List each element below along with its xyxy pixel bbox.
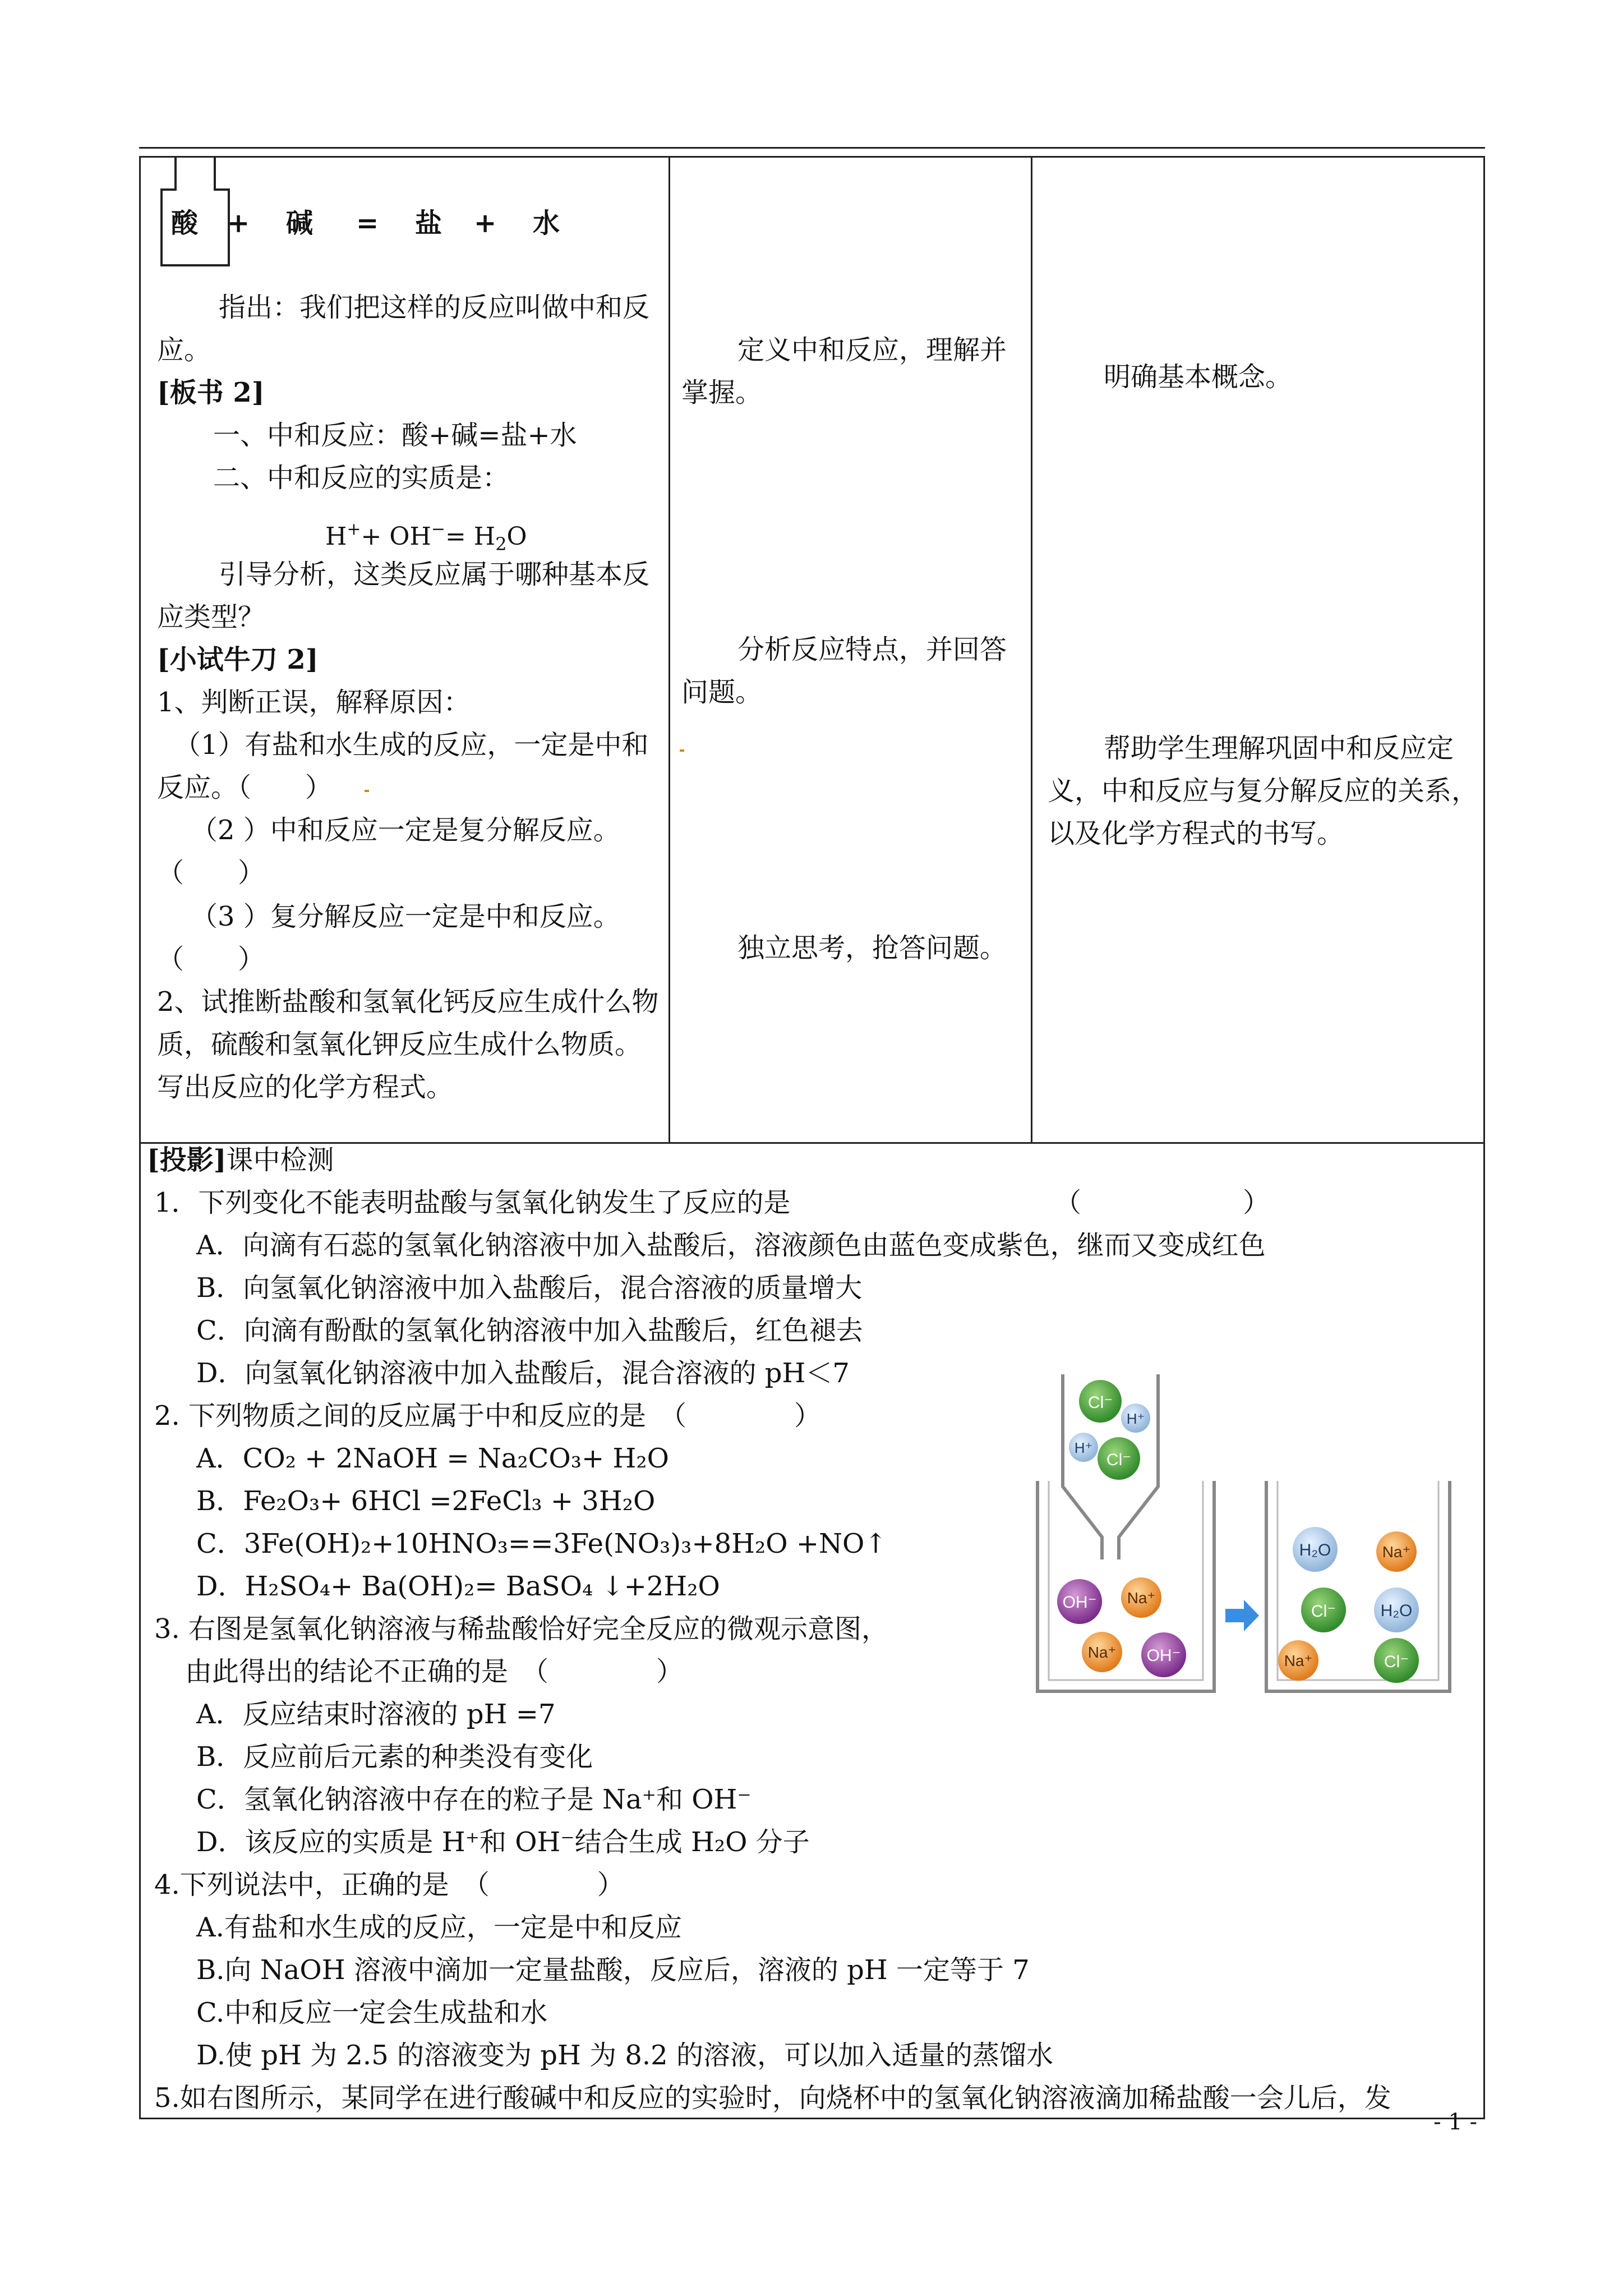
projection-title: 课中检测	[226, 1144, 334, 1176]
design-intent-1: 明确基本概念。	[1104, 361, 1293, 393]
arrow-right-icon	[1225, 1600, 1259, 1631]
ion-cl-right-label-1: Cl⁻	[1311, 1602, 1336, 1621]
test-q2-c: C．3Fe(OH)₂+10HNO₃==3Fe(NO₃)₃+8H₂O +NO↑	[196, 1528, 887, 1559]
student-activity-1: 定义中和反应，理解并掌握。	[681, 334, 1007, 408]
test-q4-d: D.使 pH 为 2.5 的溶液变为 pH 为 8.2 的溶液，可以加入适量的蒸馏水	[196, 2040, 1053, 2071]
header-rule	[139, 147, 1485, 149]
ion-h-label-2: H⁺	[1074, 1439, 1093, 1456]
column-divider-2	[1031, 156, 1032, 1143]
question-2: 2、试推断盐酸和氢氧化钙反应生成什么物质，硫酸和氢氧化钾反应生成什么物质。写出反应的化学方程式。	[157, 986, 659, 1103]
test-q3-d: D．该反应的实质是 H⁺和 OH⁻结合生成 H₂O 分子	[196, 1826, 810, 1858]
ion-cl-right-label-2: Cl⁻	[1384, 1653, 1409, 1671]
equation-plus-1: +	[227, 208, 250, 239]
point-out-text: 指出：我们把这样的反应叫做中和反应。	[157, 292, 650, 366]
test-q4: 4.下列说法中，正确的是 （ ）	[154, 1869, 624, 1901]
test-q1-paren: （ ）	[1054, 1187, 1270, 1218]
projection-label: [投影]	[147, 1144, 227, 1176]
equation-salt: 盐	[415, 208, 442, 239]
ion-oh-left-label-1: OH⁻	[1062, 1593, 1097, 1612]
ionic-oh-charge: −	[431, 519, 445, 539]
ionic-two: 2	[495, 533, 507, 555]
ion-oh-left-label-2: OH⁻	[1146, 1646, 1181, 1665]
equation-water: 水	[533, 208, 560, 239]
molecule-h2o-right-label-1: H₂O	[1299, 1541, 1331, 1559]
test-q3-a: A．反应结束时溶液的 pH =7	[196, 1699, 556, 1730]
test-q1-c: C．向滴有酚酞的氢氧化钠溶液中加入盐酸后，红色褪去	[196, 1315, 863, 1346]
equation-plus-2: +	[474, 208, 497, 239]
test-q1-a: A．向滴有石蕊的氢氧化钠溶液中加入盐酸后，溶液颜色由蓝色变成紫色，继而又变成红色	[196, 1230, 1266, 1261]
test-q3-b-option: B．反应前后元素的种类没有变化	[196, 1741, 593, 1773]
ionic-o: O	[506, 522, 527, 551]
guide-text: 引导分析，这类反应属于哪种基本反应类型？	[157, 559, 650, 633]
test-q2-b: B．Fe₂O₃+ 6HCl =2FeCl₃ + 3H₂O	[196, 1485, 656, 1517]
ion-na-left-label-2: Na⁺	[1087, 1644, 1117, 1661]
question-1b: （2 ）中和反应一定是复分解反应。（ ）	[157, 815, 620, 889]
try-2-label: [小试牛刀 2]	[157, 644, 319, 675]
test-q5: 5.如右图所示，某同学在进行酸碱中和反应的实验时，向烧杯中的氢氧化钠溶液滴加稀盐酸一会儿后，发	[154, 2082, 1391, 2114]
ion-na-left-label-1: Na⁺	[1127, 1589, 1156, 1607]
ionic-eq-h: = H	[445, 522, 496, 551]
test-q4-a: A.有盐和水生成的反应，一定是中和反应	[196, 1912, 682, 1943]
student-activity-2: 分析反应特点，并回答问题。	[681, 634, 1007, 708]
ion-na-right-label-2: Na⁺	[1284, 1652, 1313, 1669]
ionic-h: H	[325, 522, 347, 551]
test-q1-d: D．向氢氧化钠溶液中加入盐酸后，混合溶液的 pH＜7	[196, 1358, 850, 1389]
equation-acid: 酸	[171, 208, 199, 239]
ion-cl-label-1: Cl⁻	[1087, 1393, 1113, 1412]
test-q2: 2. 下列物质之间的反应属于中和反应的是 （ ）	[154, 1400, 822, 1432]
test-q3-c: C．氢氧化钠溶液中存在的粒子是 Na⁺和 OH⁻	[196, 1784, 751, 1815]
board-2-label: [板书 2]	[157, 377, 265, 408]
ionic-h-charge: +	[347, 519, 361, 539]
ion-cl-label-2: Cl⁻	[1106, 1451, 1132, 1469]
column-divider-1	[668, 156, 670, 1143]
design-intent-2: 帮助学生理解巩固中和反应定义，中和反应与复分解反应的关系，以及化学方程式的书写。	[1048, 733, 1479, 849]
definition-line-1: 一、中和反应：酸+碱=盐+水	[213, 420, 577, 451]
equation-base: 碱	[286, 208, 313, 239]
test-q3: 3. 右图是氢氧化钠溶液与稀盐酸恰好完全反应的微观示意图，	[154, 1613, 889, 1645]
question-1: 1、判断正误，解释原因：	[157, 687, 471, 718]
ionic-plus-oh: + OH	[361, 522, 431, 551]
test-q3-b: 由此得出的结论不正确的是 （ ）	[185, 1656, 684, 1687]
test-q2-d: D．H₂SO₄+ Ba(OH)₂= BaSO₄ ↓+2H₂O	[196, 1571, 720, 1602]
ion-h-label-1: H⁺	[1126, 1410, 1145, 1427]
page-number: - 1 -	[1433, 2109, 1477, 2135]
neutralization-diagram	[1032, 1369, 1458, 1717]
question-1c: （3 ）复分解反应一定是中和反应。（ ）	[157, 901, 620, 975]
test-q2-a: A．CO₂ + 2NaOH = Na₂CO₃+ H₂O	[196, 1443, 669, 1474]
molecule-h2o-right-label-2: H₂O	[1380, 1602, 1413, 1620]
orange-mark-2	[680, 749, 684, 752]
test-q4-b: B.向 NaOH 溶液中滴加一定量盐酸，反应后，溶液的 pH 一定等于 7	[196, 1954, 1030, 1986]
equation-equals: =	[356, 208, 379, 239]
test-q1: 1．下列变化不能表明盐酸与氢氧化钠发生了反应的是	[154, 1187, 791, 1218]
definition-line-2: 二、中和反应的实质是：	[213, 462, 510, 494]
test-q4-c: C.中和反应一定会生成盐和水	[196, 1997, 548, 2028]
ion-na-right-label-1: Na⁺	[1382, 1543, 1411, 1561]
student-activity-3: 独立思考，抢答问题。	[737, 932, 1007, 964]
projection-heading	[147, 1139, 334, 1181]
test-q1-b: B．向氢氧化钠溶液中加入盐酸后，混合溶液的质量增大	[196, 1272, 863, 1304]
orange-mark	[365, 790, 369, 792]
question-1a: （1）有盐和水生成的反应，一定是中和反应。（ ）	[157, 729, 649, 803]
row-divider	[139, 1142, 1485, 1144]
